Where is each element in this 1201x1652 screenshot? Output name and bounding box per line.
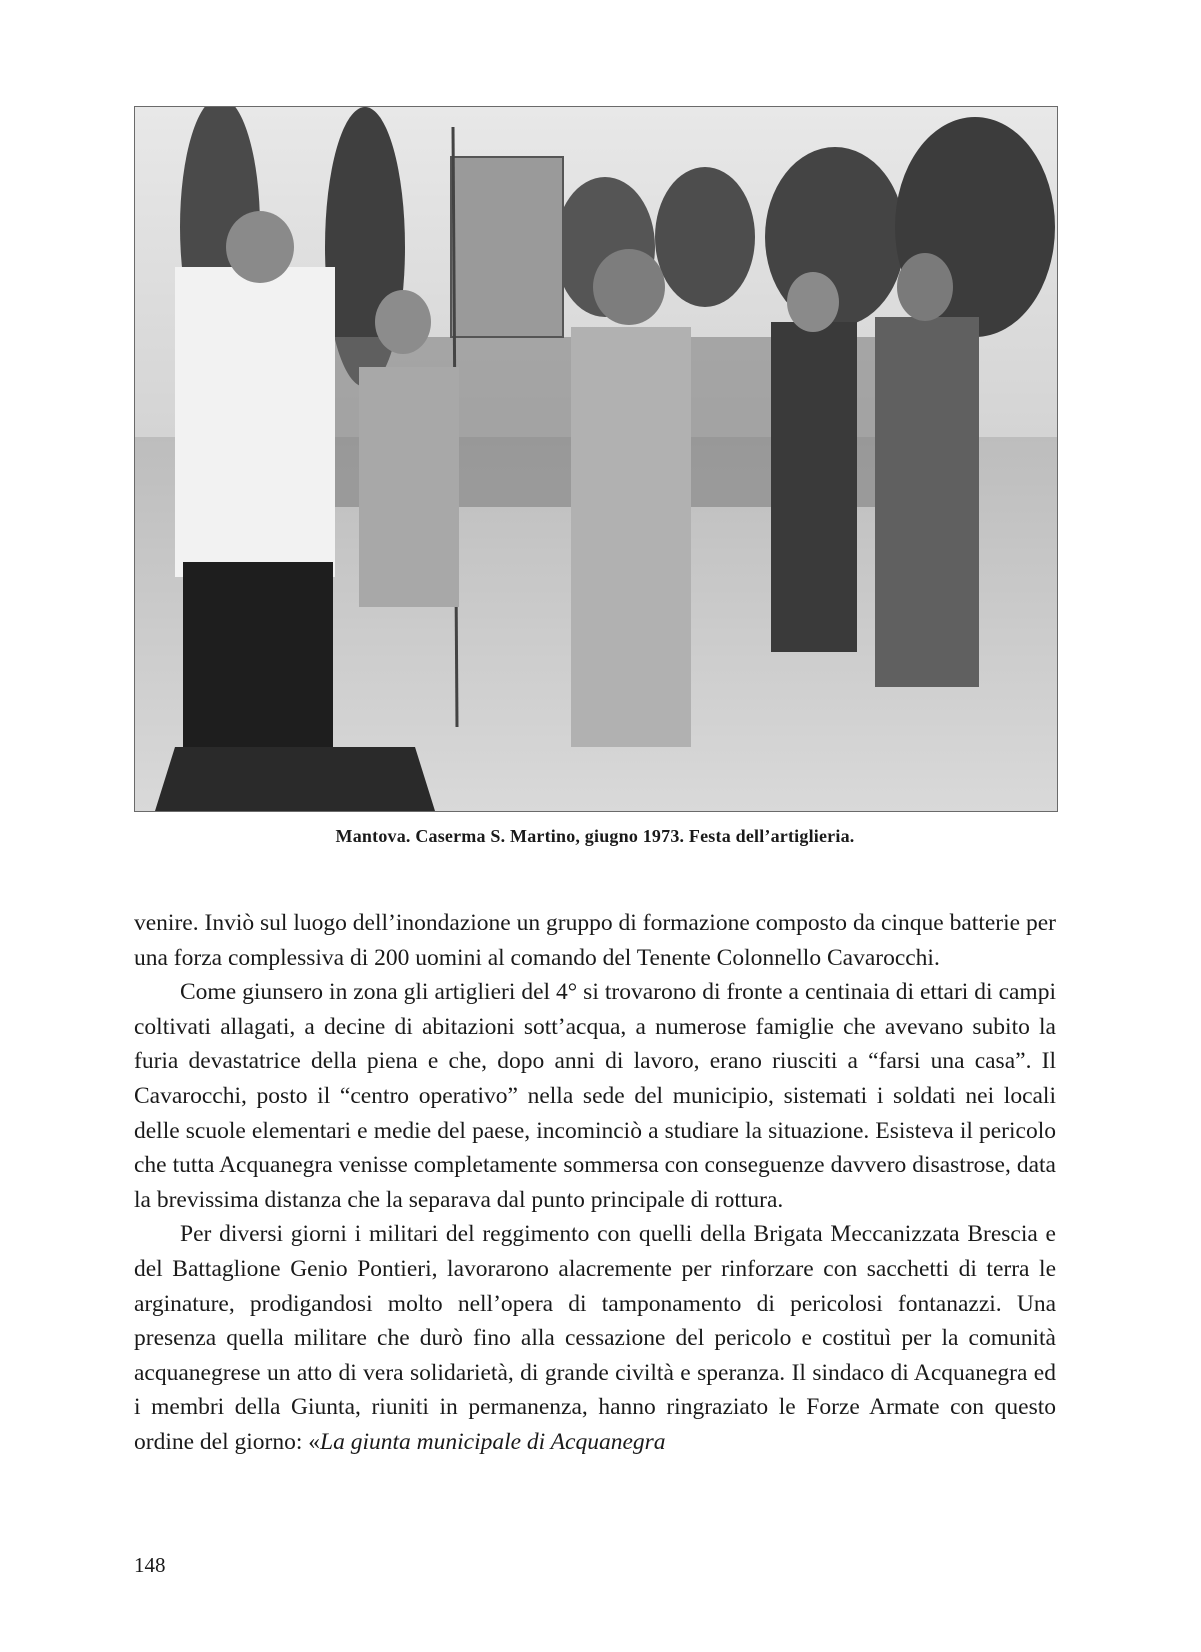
page-number: 148 [134,1553,166,1577]
paragraph: Come giunsero in zona gli artiglieri del 4° si trovarono di fronte a centinaia di ettari di campi coltivati allagati, a decine di abitazioni sott’acqua, a numerose famiglie che avevano subito la furia devastatrice della piena e che, dopo anni di lavoro, erano riusciti a “farsi una casa”. Il Cavarocchi, posto il “centro operativo” nella sede del municipio, sistemati i soldati nei locali delle scuole elementari e medie del paese, incominciò a studiare la situazione. Esisteva il pericolo che tutta Acquanegra venisse completamente sommersa con conseguenze davvero disastrose, data la brevissima distanza che la separava dal punto principale di rottura. [134,979,1056,1213]
paragraph: venire. Inviò sul luogo dell’inondazione un gruppo di formazione composto da cinque batterie per una forza complessiva di 200 uomini al comando del Tenente Colonnello Cavarocchi. [134,910,1056,971]
paragraph [134,1217,1056,1459]
paragraph-text: Per diversi giorni i militari del reggimento con quelli della Brigata Meccanizzata Brescia e del Battaglione Genio Pontieri, lavorarono alacremente per rinforzare con sacchetti di terra le arginature, prodigandosi molto nell’opera di tamponamento di pericolosi fontanazzi. Una presenza quella militare che durò fino alla cessazione del pericolo e costituì per la comunità acquanegrese un atto di vera solidarietà, di grande civiltà e speranza. Il sindaco di Acquanegra ed i membri della Giunta, riuniti in permanenza, hanno ringraziato le Forze Armate con questo ordine del giorno: « [134,1221,1056,1455]
photo-caption: Mantova. Caserma S. Martino, giugno 1973. Festa dell’artiglieria. [335,826,855,846]
body-text [134,906,1056,1460]
photo-placeholder [135,107,1057,811]
italic-quote: La giunta municipale di Acquanegra [320,1428,666,1455]
photograph [134,106,1058,812]
